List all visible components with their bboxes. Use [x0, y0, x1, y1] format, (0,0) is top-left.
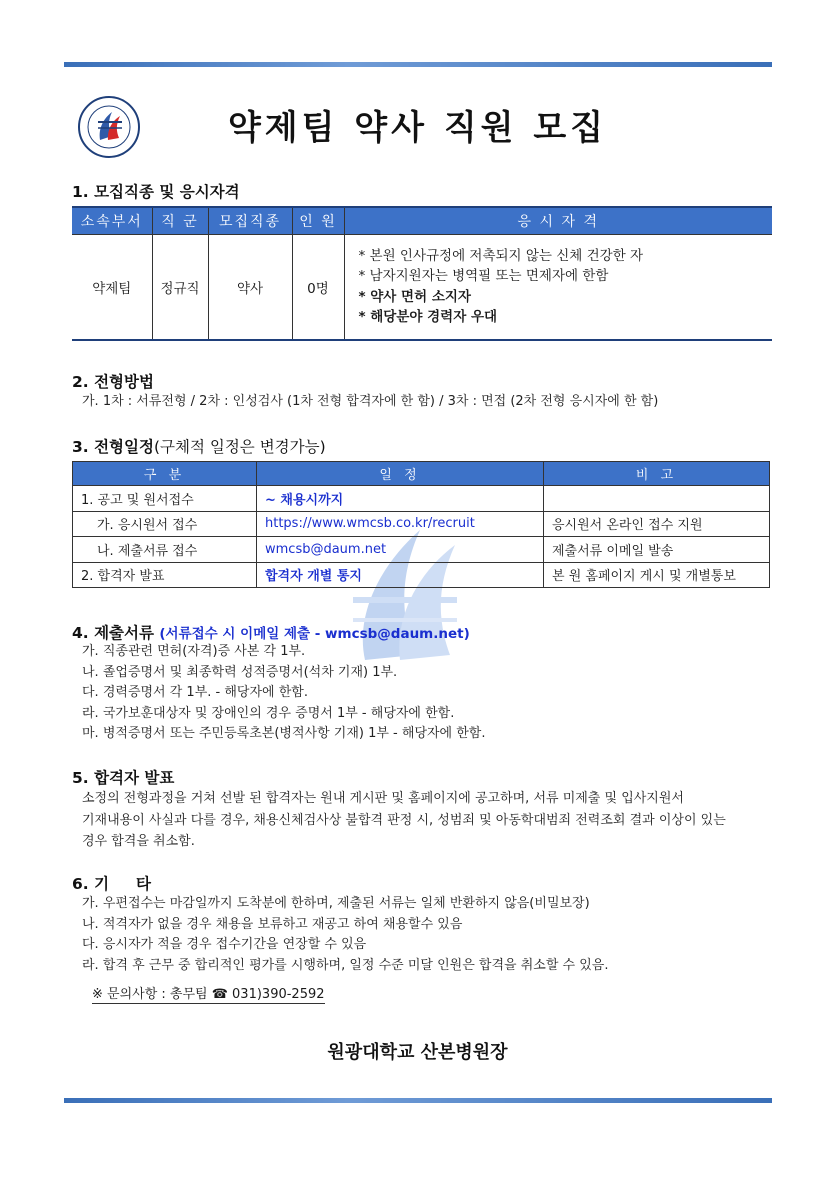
- section1-title: 1. 모집직종 및 응시자격: [72, 183, 240, 201]
- cell-group: 정규직: [152, 234, 208, 340]
- row-item: 2. 합격자 발표: [73, 562, 257, 588]
- section3-title: [72, 435, 326, 457]
- list-item: 마. 병적증명서 또는 주민등록초본(병적사항 기재) 1부 - 해당자에 한함.: [82, 726, 486, 741]
- row-item: 1. 공고 및 원서접수: [73, 486, 257, 512]
- section3-title-note: (구체적 일정은 변경가능): [153, 438, 326, 456]
- paragraph-line: 경우 합격을 취소함.: [82, 834, 195, 849]
- list-item: 라. 국가보훈대상자 및 장애인의 경우 증명서 1부 - 해당자에 한함.: [82, 705, 455, 721]
- list-item: 다. 경력증명서 각 1부. - 해당자에 한함.: [82, 685, 308, 700]
- recruitment-table: [72, 206, 772, 341]
- row-note: 제출서류 이메일 발송: [544, 537, 770, 563]
- list-item: 가. 직종관련 면허(자격)증 사본 각 1부.: [82, 644, 306, 659]
- qual-item: * 남자지원자는 병역필 또는 면제자에 한함: [358, 268, 609, 285]
- header-job: 모집직종: [208, 207, 292, 234]
- cell-dept: 약제팀: [72, 234, 152, 340]
- list-item: 라. 합격 후 근무 중 합리적인 평가를 시행하며, 일정 수준 미달 인원은 합격을 취소할 수 있음.: [82, 957, 609, 973]
- row-item: 나. 제출서류 접수: [73, 537, 257, 563]
- misc-list: [82, 894, 608, 976]
- section4-title: [72, 621, 470, 643]
- cell-job: 약사: [208, 234, 292, 340]
- section4-title-main: 4. 제출서류: [72, 624, 154, 642]
- header-quals: 응 시 자 격: [344, 207, 772, 234]
- email-link[interactable]: wmcsb@daum.net: [257, 537, 544, 563]
- header-dept: 소속부서: [72, 207, 152, 234]
- qual-item: * 본원 인사규정에 저촉되지 않는 신체 건강한 자: [358, 247, 644, 264]
- section4-title-note: (서류접수 시 이메일 제출 - wmcsb@daum.net): [159, 626, 470, 642]
- table-row: [73, 562, 770, 588]
- list-item: 다. 응시자가 적을 경우 접수기간을 연장할 수 있음: [82, 937, 367, 952]
- schedule-table: [72, 461, 770, 588]
- qual-item: * 해당분야 경력자 우대: [358, 309, 498, 326]
- row-note: 응시원서 온라인 접수 지원: [544, 511, 770, 537]
- section2-title: 2. 전형방법: [72, 373, 154, 391]
- qual-item: * 약사 면허 소지자: [358, 288, 471, 305]
- row-schedule: 합격자 개별 통지: [257, 562, 544, 588]
- header-schedule: 일 정: [257, 462, 544, 486]
- list-item: 나. 졸업증명서 및 최종학력 성적증명서(석차 기재) 1부.: [82, 664, 398, 680]
- cell-count: 0명: [292, 234, 344, 340]
- table-row: [73, 537, 770, 563]
- section6-title: 6. 기 타: [72, 875, 151, 893]
- paragraph-line: 기재내용이 사실과 다를 경우, 채용신체검사상 불합격 판정 시, 성범죄 및 아동학대범죄 전력조회 결과 이상이 있는: [82, 812, 726, 828]
- bottom-rule: [64, 1098, 772, 1103]
- list-item: 나. 적격자가 없을 경우 채용을 보류하고 재공고 하여 채용할수 있음: [82, 916, 463, 932]
- list-item: 가. 우편접수는 마감일까지 도착분에 한하며, 제출된 서류는 일체 반환하지 않음(비밀보장): [82, 896, 590, 911]
- announcement-text: [82, 788, 772, 853]
- selection-method-text: 가. 1차 : 서류전형 / 2차 : 인성검사 (1차 전형 합격자에 한 함) / 3차 : 면접 (2차 전형 응시자에 한 함): [82, 394, 659, 409]
- row-note: 본 원 홈페이지 게시 및 개별통보: [544, 562, 770, 588]
- row-schedule: ~ 채용시까지: [257, 486, 544, 512]
- recruit-link[interactable]: https://www.wmcsb.co.kr/recruit: [257, 511, 544, 537]
- table-row: [73, 511, 770, 537]
- header-group: 직 군: [152, 207, 208, 234]
- table-row: [73, 486, 770, 512]
- contact-info: ※ 문의사항 : 총무팀 ☎ 031)390-2592: [92, 983, 325, 1004]
- page-title: 약제팀 약사 직원 모집: [227, 108, 608, 148]
- header-category: 구 분: [73, 462, 257, 486]
- row-note: [544, 486, 770, 512]
- header-remarks: 비 고: [544, 462, 770, 486]
- section5-title: 5. 합격자 발표: [72, 769, 175, 787]
- top-rule: [64, 62, 772, 67]
- paragraph-line: 소정의 전형과정을 거쳐 선발 된 합격자는 원내 게시판 및 홈페이지에 공고하며, 서류 미제출 및 입사지원서: [82, 791, 684, 806]
- cell-quals: [344, 234, 772, 340]
- section3-title-main: 3. 전형일정: [72, 438, 154, 456]
- footer-signature: 원광대학교 산본병원장: [327, 1042, 508, 1063]
- row-item: 가. 응시원서 접수: [73, 511, 257, 537]
- header-count: 인 원: [292, 207, 344, 234]
- documents-list: [82, 642, 486, 745]
